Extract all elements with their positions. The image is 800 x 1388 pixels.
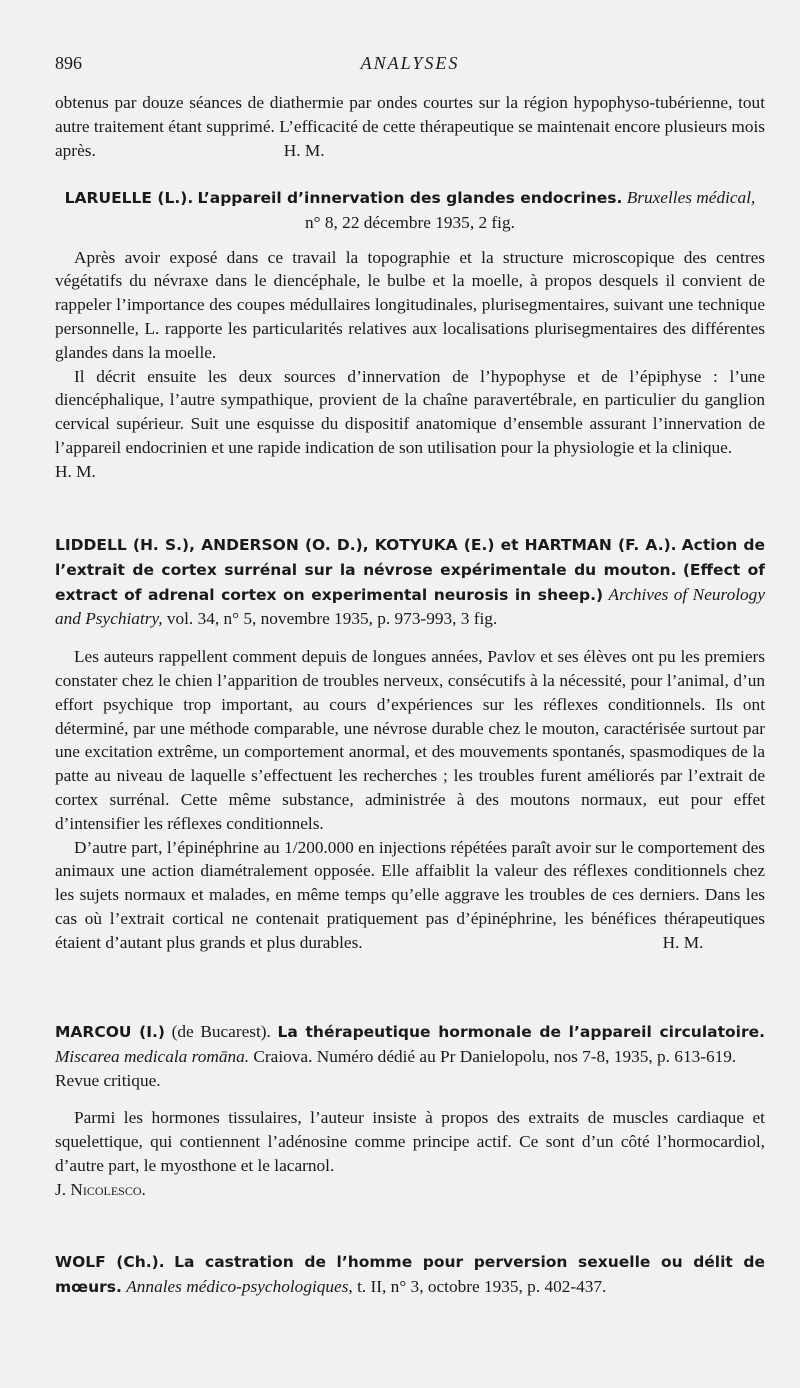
laruelle-title: L’appareil d’innervation des glandes endocrines. [197, 189, 623, 207]
liddell-heading [55, 533, 765, 631]
laruelle-journal: Bruxelles médical, [626, 188, 756, 207]
liddell-paragraph-1: Les auteurs rappellent comment depuis de longues années, Pavlov et ses élèves ont pu les premiers constater chez le chien l’apparition de troubles nerveux, consécutifs à la nécessité, pour l’animal, d’un effort psychique trop important, au cours d’expériences sur les réflexes conditionnels. Ils ont déterminé, par une méthode comparable, une névrose durable chez le mouton, caractérisée surtout par une excitation extrême, un comportement anormal, et des mouvements spontanés, spasmodiques de la patte au niveau de laquelle s’effectuent les recherches ; les troubles furent améliorés par l’extrait de cortex surrénal. Cette même substance, administrée à des moutons normaux, eut pour effet d’intensifier les réflexes conditionnels. [55, 647, 765, 833]
review-wolf [55, 1250, 765, 1300]
laruelle-heading [55, 186, 765, 235]
liddell-details: vol. 34, n° 5, novembre 1935, p. 973-993, 3 fig. [166, 609, 498, 629]
marcou-details: Craiova. Numéro dédié au Pr Danielopolu, nos 7-8, 1935, p. 613-619. [253, 1046, 737, 1066]
laruelle-paragraph-2: Il décrit ensuite les deux sources d’innervation de l’hypophyse et de l’épiphyse : l’une diencéphalique, l’autre sympathique, provient de la chaîne paravertébrale, en particulier du ganglion cervical supérieur. Suit une esquisse du dispositif anatomique d’ensemble assurant l’innervation de l’appareil endocrinien et une rapide indication de son utilisation pour la physiologie et la clinique. [55, 366, 765, 457]
wolf-title: La castration de l’homme pour perversion sexuelle ou délit de mœurs. [55, 1253, 765, 1296]
laruelle-author: LARUELLE (L.). [64, 189, 194, 207]
marcou-journal: Miscarea medicala romāna. [55, 1046, 250, 1066]
wolf-journal: Annales médico-psychologiques, [126, 1276, 353, 1296]
wolf-heading [55, 1250, 765, 1300]
intro-text: obtenus par douze séances de diathermie par ondes courtes sur la région hypophyso-tubérienne, tout autre traitement étant supprimé. L’efficacité de cette thérapeutique se maintenait encore plusieurs mois après. H. M. [55, 93, 765, 160]
marcou-signature: J. Nicolesco. [55, 1179, 146, 1199]
laruelle-signature: H. M. [55, 461, 96, 481]
liddell-paragraph-2: D’autre part, l’épinéphrine au 1/200.000 en injections répétées paraît avoir sur le comportement des animaux une action diamétralement opposée. Elle affaiblit la valeur des réflexes conditionnels chez les sujets normaux et malades, en même temps qu’elle aggrave les troubles de ces derniers. Dans les cas où l’extrait cortical ne contenait pratiquement pas d’épinéphrine, les bénéfices thérapeutiques étaient d’autant plus grands et plus durables. H. M. [55, 837, 765, 952]
page-number: 896 [55, 53, 82, 73]
intro-section [55, 91, 765, 162]
laruelle-paragraph-1: Après avoir exposé dans ce travail la topographie et la structure microscopique des centres végétatifs du névraxe dans le diencéphale, le bulbe et la moelle, à propos desquels il convient de rappeler l’importance des coupes médullaires longitudinales, plurisegmentaires, suivant une technique personnelle, L. rapporte les particularités relatives aux localisations plurisegmentaires des différentes glandes dans la moelle. [55, 247, 765, 362]
marcou-origin: (de Bucarest). [171, 1022, 271, 1041]
marcou-note: Revue critique. [55, 1070, 161, 1090]
review-marcou [55, 1020, 765, 1202]
wolf-details: t. II, n° 3, octobre 1935, p. 402-437. [357, 1276, 607, 1296]
marcou-author: MARCOU (I.) [55, 1023, 166, 1041]
review-laruelle [55, 186, 765, 484]
marcou-heading [55, 1020, 765, 1069]
marcou-paragraph-1: Parmi les hormones tissulaires, l’auteur insiste à propos des extraits de muscles cardiaque et squelettique, qui contiennent l’adénosine comme principe actif. Ce sont d’un côté l’hormocardiol, d’autre part, le myosthone et le lacarnol. [55, 1108, 765, 1175]
liddell-journal: Archives of Neurology and Psychiatry, [55, 584, 765, 629]
liddell-title-en: (Effect of extract of adrenal cortex on experimental neurosis in sheep.) [55, 560, 765, 604]
liddell-authors: LIDDELL (H. S.), ANDERSON (O. D.), KOTYUKA (E.) et HARTMAN (F. A.). [55, 536, 677, 554]
running-header [55, 53, 765, 79]
review-liddell [55, 533, 765, 955]
marcou-title: La thérapeutique hormonale de l’appareil circulatoire. [277, 1023, 766, 1041]
running-title: ANALYSES [360, 53, 460, 73]
liddell-title-fr: Action de l’extrait de cortex surrénal sur la névrose expérimentale du mouton. [55, 536, 766, 579]
wolf-author: WOLF (Ch.). [55, 1253, 165, 1271]
laruelle-details: n° 8, 22 décembre 1935, 2 fig. [305, 212, 515, 232]
liddell-signature: H. M. [662, 932, 704, 952]
intro-signature: H. M. [283, 140, 325, 160]
